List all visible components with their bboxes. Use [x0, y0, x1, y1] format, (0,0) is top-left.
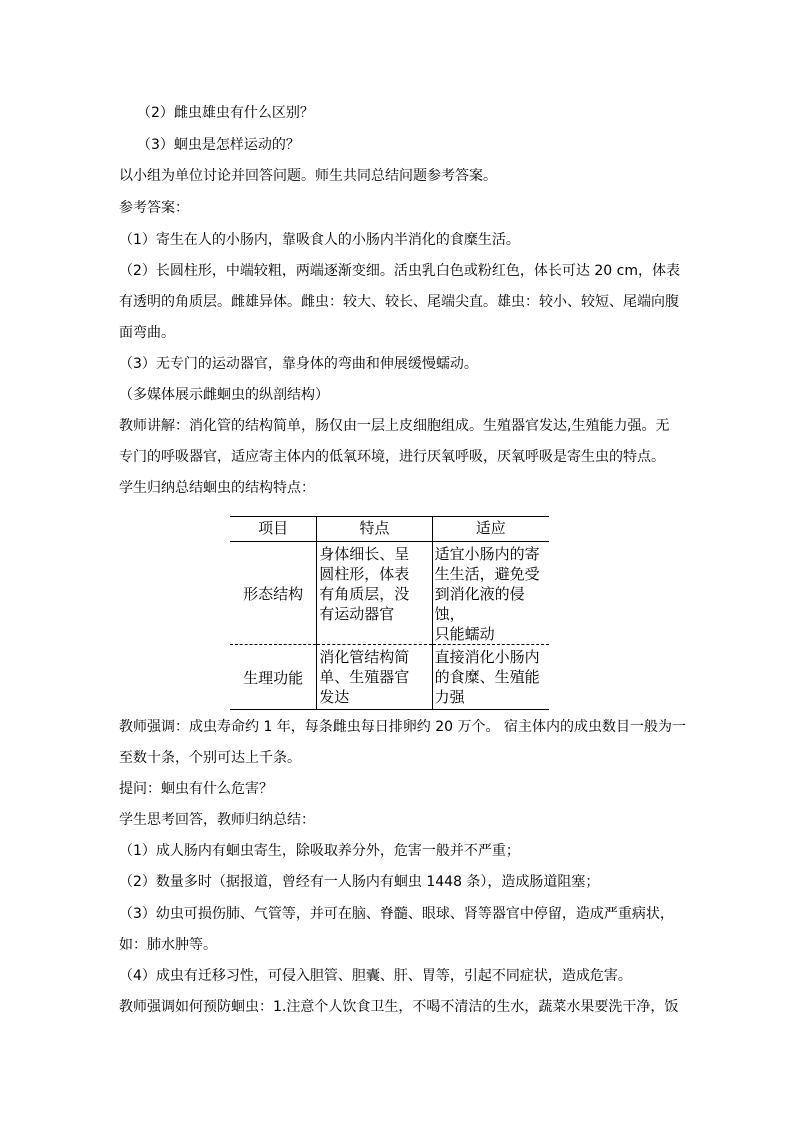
- table-header-adapt: 适应: [432, 517, 549, 542]
- table-row: [230, 542, 549, 645]
- table-header-item: 项目: [230, 517, 317, 542]
- adapt-line: 力强: [434, 688, 465, 706]
- question-harm: 提问：蛔虫有什么危害？: [119, 781, 273, 797]
- question-2: （2）雌虫雄虫有什么区别？: [137, 105, 314, 121]
- question-3: （3）蛔虫是怎样运动的？: [137, 137, 300, 153]
- harm-1: （1）成人肠内有蛔虫寄生，除吸取养分外，危害一般并不严重；: [119, 843, 520, 859]
- adapt-line: 适宜小肠内的寄: [434, 545, 540, 563]
- teacher-emphasis-line-2: 至数十条，个别可达上千条。: [119, 750, 301, 766]
- prevention-emphasis: 教师强调如何预防蛔虫：1.注意个人饮食卫生，不喝不清洁的生水，蔬菜水果要洗干净，饭: [119, 999, 679, 1015]
- row-item: 生理功能: [230, 645, 317, 710]
- reference-answer-heading: 参考答案：: [119, 200, 189, 216]
- harm-4: （4）成虫有迁移习性，可侵入胆管、胆囊、肝、胃等，引起不同症状，造成危害。: [119, 968, 632, 984]
- teacher-emphasis-line-1: 教师强调：成虫寿命约 1 年，每条雌虫每日排卵约 20 万个。 宿主体内的成虫数目一般为一: [119, 719, 686, 735]
- adapt-line: 生生活，避免受: [434, 565, 540, 583]
- feature-line: 消化管结构简: [319, 648, 410, 666]
- row-adapt: [432, 542, 549, 645]
- answer-1: （1）寄生在人的小肠内，靠吸食人的小肠内半消化的食糜生活。: [119, 232, 520, 248]
- harm-3-line-1: （3）幼虫可损伤肺、气管等，并可在脑、脊髓、眼球、肾等器官中停留，造成严重病状，: [119, 906, 674, 922]
- feature-line: 有运动器官: [319, 605, 395, 623]
- feature-line: 圆柱形，体表: [319, 565, 410, 583]
- harm-2: （2）数量多时（据报道，曾经有一人肠内有蛔虫 1448 条），造成肠道阻塞；: [119, 874, 600, 890]
- answer-2-line-2: 有透明的角质层。雌雄异体。雌虫：较大、较长、尾端尖直。雄虫：较小、较短、尾端向腹: [119, 294, 679, 310]
- adapt-line: 只能蠕动: [434, 625, 495, 643]
- feature-line: 单、生殖器官: [319, 668, 410, 686]
- adapt-line: 直接消化小肠内: [434, 648, 540, 666]
- adapt-line: 到消化液的侵蚀，: [434, 585, 525, 623]
- structure-table: [230, 516, 549, 710]
- teacher-explanation-line-1: 教师讲解：消化管的结构简单，肠仅由一层上皮细胞组成。生殖器官发达,生殖能力强。无: [119, 418, 670, 434]
- feature-line: 身体细长、呈: [319, 545, 410, 563]
- discussion-instruction: 以小组为单位讨论并回答问题。师生共同总结问题参考答案。: [119, 168, 497, 184]
- feature-line: 有角质层，没: [319, 585, 410, 603]
- student-think: 学生思考回答，教师归纳总结：: [119, 812, 315, 828]
- teacher-explanation-line-2: 专门的呼吸器官，适应寄主体内的低氧环境，进行厌氧呼吸，厌氧呼吸是寄生虫的特点。: [119, 449, 665, 465]
- student-summary: 学生归纳总结蛔虫的结构特点：: [119, 480, 315, 496]
- table-header-feature: 特点: [317, 517, 432, 542]
- answer-3: （3）无专门的运动器官，靠身体的弯曲和伸展缓慢蠕动。: [119, 356, 478, 372]
- harm-3-line-2: 如：肺水肿等。: [119, 937, 217, 953]
- row-adapt: [432, 645, 549, 710]
- row-item: 形态结构: [230, 542, 317, 645]
- media-note: （多媒体展示雌蛔虫的纵剖结构）: [119, 387, 329, 403]
- table-row: [230, 645, 549, 710]
- answer-2-line-1: （2）长圆柱形，中端较粗，两端逐渐变细。活虫乳白色或粉红色，体长可达 20 cm，体表: [119, 263, 680, 279]
- row-feature: [317, 645, 432, 710]
- table-header-row: [230, 517, 549, 542]
- adapt-line: 的食糜、生殖能: [434, 668, 540, 686]
- feature-line: 发达: [319, 688, 350, 706]
- row-feature: [317, 542, 432, 645]
- answer-2-line-3: 面弯曲。: [119, 325, 175, 341]
